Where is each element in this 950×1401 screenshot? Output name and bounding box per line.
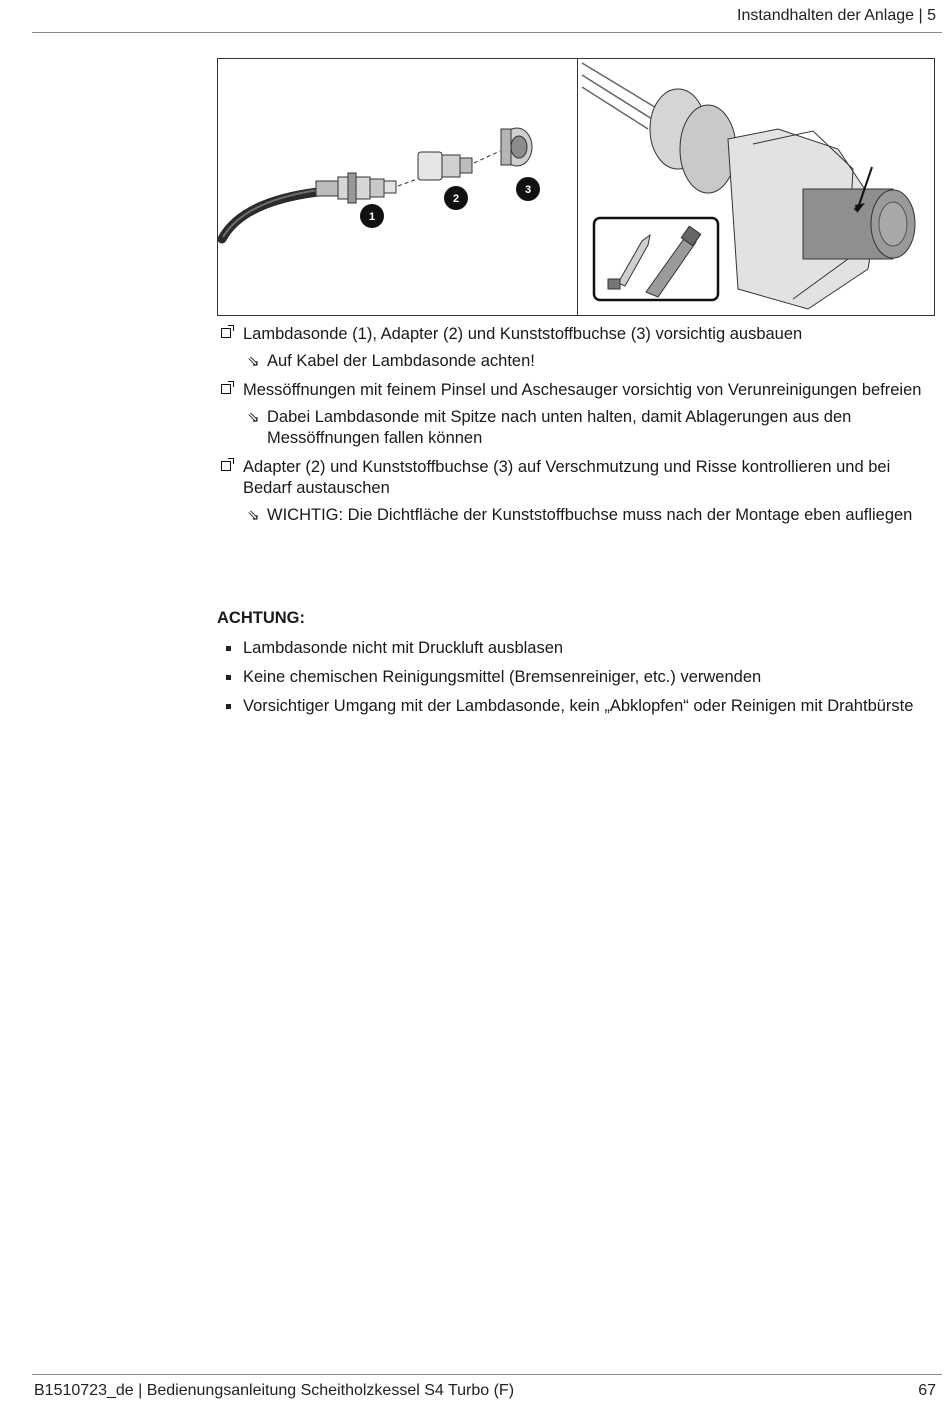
instruction-steps [221, 324, 933, 534]
bullet-icon [226, 704, 231, 709]
step-item [221, 380, 933, 401]
probe-tip-closeup-illustration [578, 59, 935, 315]
caution-text: Vorsichtiger Umgang mit der Lambdasonde, kein „Abklopfen“ oder Reinigen mit Drahtbürste [243, 697, 914, 715]
step-result [221, 505, 933, 526]
page-number: 67 [918, 1382, 936, 1399]
step-item [221, 457, 933, 499]
footer-rule [32, 1374, 942, 1375]
exploded-view-illustration [218, 59, 577, 315]
svg-text:2: 2 [452, 193, 460, 205]
caution-text: Keine chemischen Reinigungsmittel (Bremsenreiniger, etc.) verwenden [243, 668, 762, 686]
result-arrow-icon: ⇘ [247, 507, 260, 524]
checkbox-icon [221, 384, 231, 394]
checkbox-icon [221, 461, 231, 471]
callout-3 [516, 177, 540, 201]
caution-text: Lambdasonde nicht mit Druckluft ausblasen [243, 639, 564, 657]
caution-item [217, 667, 933, 688]
svg-text:3: 3 [524, 184, 532, 196]
step-item [221, 324, 933, 345]
caution-title: ACHTUNG: [217, 609, 305, 627]
bullet-icon [226, 675, 231, 680]
result-text: Dabei Lambdasonde mit Spitze nach unten halten, damit Ablagerungen aus den Messöffnungen fallen können [267, 408, 852, 447]
caution-notice [217, 608, 933, 725]
step-text: Messöffnungen mit feinem Pinsel und Aschesauger vorsichtig von Verunreinigungen befreien [243, 381, 922, 399]
step-text: Lambdasonde (1), Adapter (2) und Kunststoffbuchse (3) vorsichtig ausbauen [243, 325, 803, 343]
callout-1 [360, 204, 384, 228]
running-header: Instandhalten der Anlage | 5 [737, 7, 936, 24]
header-rule [32, 32, 942, 33]
footer-document-title: B1510723_de | Bedienungsanleitung Scheitholzkessel S4 Turbo (F) [34, 1382, 515, 1399]
step-result [221, 407, 933, 449]
callout-2 [444, 186, 468, 210]
bullet-icon [226, 646, 231, 651]
step-result [221, 351, 933, 372]
caution-item [217, 638, 933, 659]
result-text: Auf Kabel der Lambdasonde achten! [267, 352, 535, 370]
result-arrow-icon: ⇘ [247, 409, 260, 426]
caution-item [217, 696, 933, 717]
svg-text:1: 1 [368, 211, 376, 223]
result-text: WICHTIG: Die Dichtfläche der Kunststoffbuchse muss nach der Montage eben aufliegen [267, 506, 913, 524]
maintenance-figure [217, 58, 935, 316]
checkbox-icon [221, 328, 231, 338]
result-arrow-icon: ⇘ [247, 353, 260, 370]
step-text: Adapter (2) und Kunststoffbuchse (3) auf Verschmutzung und Risse kontrollieren und bei Bedarf austauschen [243, 458, 891, 497]
